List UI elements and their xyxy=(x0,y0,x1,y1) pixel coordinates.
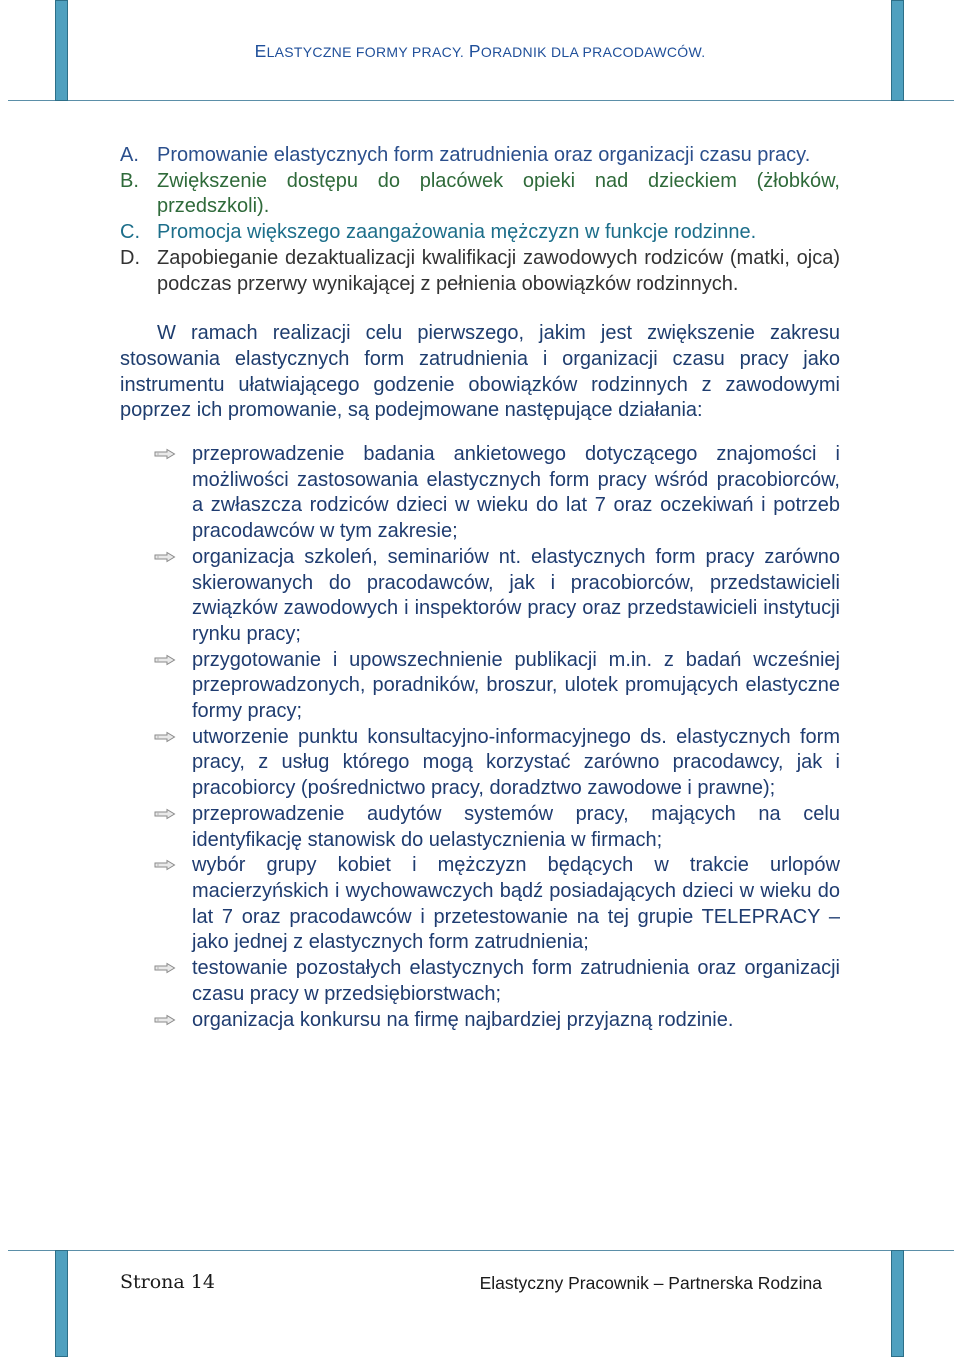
action-item xyxy=(120,802,840,853)
action-text: wybór grupy kobiet i mężczyzn będących w trakcie urlopów macierzyńskich i wychowawczych bądź posiadających dzieci w wieku do lat 7 oraz pracodawców i przetestowanie na tej grupie TELEPRACY – jako jednej z elastycznych form zatrudnienia; xyxy=(192,854,840,954)
action-item xyxy=(120,648,840,725)
body-paragraph: W ramach realizacji celu pierwszego, jakim jest zwiększenie zakresu stosowania elastycznych form zatrudnienia i organizacji czasu pracy jako instrumentu ułatwiającego godzenie obowiązków rodzinnych z zawodowymi poprzez ich promowanie, są podejmowane następujące działania: xyxy=(120,322,840,422)
action-text: przeprowadzenie badania ankietowego dotyczącego znajomości i możliwości zastosowania elastycznych form pracy wśród pracobiorców, a zwłaszcza rodziców dzieci w wieku do lat 7 oraz oczekiwań i potrzeb pracodawców w tym zakresie; xyxy=(192,443,840,543)
running-header xyxy=(0,41,960,62)
goal-item xyxy=(120,246,840,297)
goal-text: Promocja większego zaangażowania mężczyzn w funkcje rodzinne. xyxy=(157,221,757,244)
action-item xyxy=(120,545,840,648)
action-text: organizacja szkoleń, seminariów nt. elastycznych form pracy zarówno skierowanych do pracodawców, jak i pracobiorców, przedstawicieli związków zawodowych i inspektorów pracy oraz przedstawicieli instytucji rynku pracy; xyxy=(192,545,840,645)
goal-item xyxy=(120,143,840,169)
footer-rule xyxy=(8,1250,954,1251)
goals-list xyxy=(120,143,840,297)
goal-item xyxy=(120,220,840,246)
footer-accent-bar-right xyxy=(891,1250,904,1357)
footer-title: Elastyczny Pracownik – Partnerska Rodzina xyxy=(479,1273,822,1293)
goal-marker: B. xyxy=(120,169,139,192)
header-cap-2: P xyxy=(468,41,481,61)
action-text: testowanie pozostałych elastycznych form zatrudnienia oraz organizacji czasu pracy w przedsiębiorstwach; xyxy=(192,957,840,1005)
pointing-hand-icon xyxy=(154,962,176,974)
header-cap-1: E xyxy=(254,41,267,61)
header-rule xyxy=(8,100,954,101)
pointing-hand-icon xyxy=(154,654,176,666)
goal-text: Promowanie elastycznych form zatrudnienia oraz organizacji czasu pracy. xyxy=(157,144,811,166)
goal-marker: C. xyxy=(120,221,140,244)
action-item xyxy=(120,956,840,1007)
action-item xyxy=(120,853,840,956)
goal-text: Zapobieganie dezaktualizacji kwalifikacji zawodowych rodziców (matki, ojca) podczas przerwy wynikającej z pełnienia obowiązków rodzinnych. xyxy=(157,246,840,295)
pointing-hand-icon xyxy=(154,1014,176,1026)
pointing-hand-icon xyxy=(154,808,176,820)
goal-marker: D. xyxy=(120,246,140,269)
goal-item xyxy=(120,169,840,220)
action-item xyxy=(120,442,840,545)
header-text-2: ORADNIK DLA PRACODAWCÓW. xyxy=(480,44,706,60)
action-item xyxy=(120,1008,840,1034)
pointing-hand-icon xyxy=(154,859,176,871)
action-text: przeprowadzenie audytów systemów pracy, mających na celu identyfikację stanowisk do uelastycznienia w firmach; xyxy=(192,802,840,851)
pointing-hand-icon xyxy=(154,551,176,563)
footer-accent-bar-left xyxy=(55,1250,68,1357)
header-text-1: LASTYCZNE FORMY PRACY. xyxy=(266,44,465,60)
action-text: utworzenie punktu konsultacyjno-informacyjnego ds. elastycznych form pracy, z usług którego mogą korzystać zarówno pracodawcy, jak i pracobiorcy (pośrednictwo pracy, doradztwo zawodowe i prawne); xyxy=(192,725,840,800)
goal-marker: A. xyxy=(120,144,139,166)
action-text: przygotowanie i upowszechnienie publikacji m.in. z badań wcześniej przeprowadzonych, poradników, broszur, ulotek promujących elastyczne formy pracy; xyxy=(192,648,840,723)
pointing-hand-icon xyxy=(154,731,176,743)
action-text: organizacja konkursu na firmę najbardziej przyjazną rodzinie. xyxy=(192,1008,734,1031)
goal-text: Zwiększenie dostępu do placówek opieki nad dzieckiem (żłobków, przedszkoli). xyxy=(157,169,840,218)
actions-list xyxy=(120,442,840,1033)
action-item xyxy=(120,725,840,802)
page-content xyxy=(120,143,840,1033)
pointing-hand-icon xyxy=(154,448,176,460)
page-number: Strona 14 xyxy=(120,1271,215,1293)
